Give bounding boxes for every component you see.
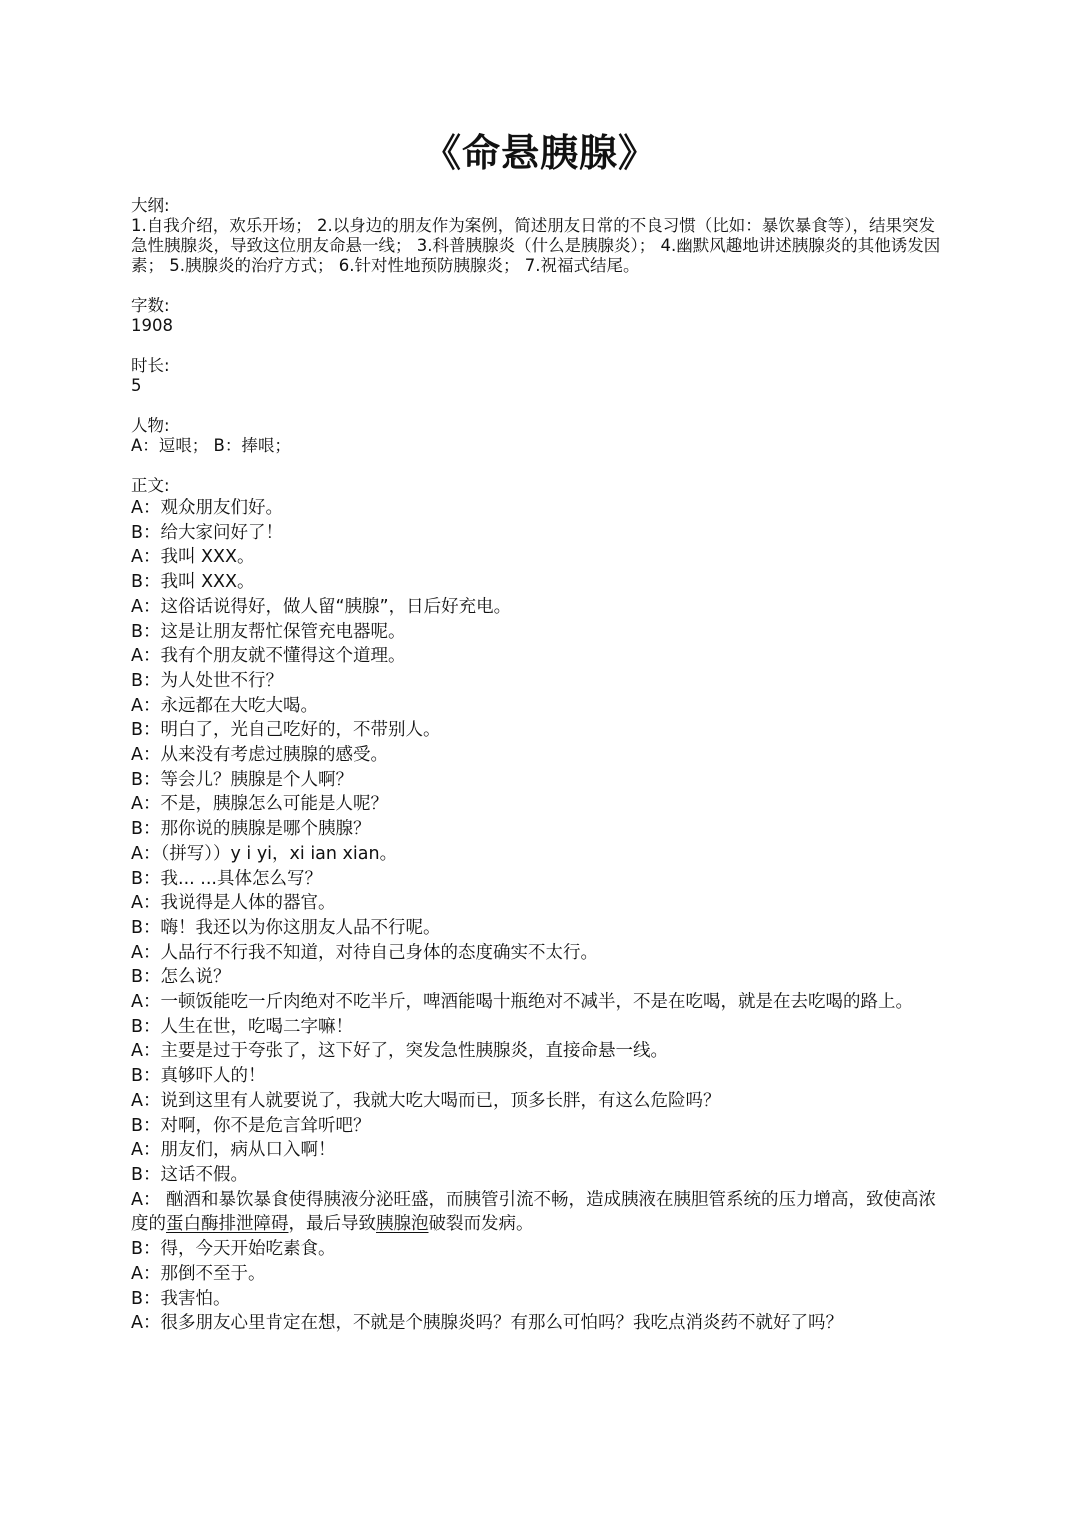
dialogue-line: B：得，今天开始吃素食。 xyxy=(131,1239,336,1260)
dialogue-line: A：永远都在大吃大喝。 xyxy=(131,695,318,716)
dialogue-line: B：这是让朋友帮忙保管充电器呢。 xyxy=(131,621,406,642)
body-section xyxy=(131,476,949,1336)
dialogue-line: A：从来没有考虑过胰腺的感受。 xyxy=(131,745,388,766)
characters-label: 人物: xyxy=(131,416,170,435)
dialogue-line: A：（拼写））y i yi，xi ian xian。 xyxy=(131,843,398,864)
word-count-label: 字数: xyxy=(131,296,170,315)
characters-section xyxy=(131,416,949,456)
dialogue-line: A：观众朋友们好。 xyxy=(131,498,283,518)
dialogue-line: A：很多朋友心里肯定在想，不就是个胰腺炎吗？有那么可怕吗？我吃点消炎药不就好了吗？ xyxy=(131,1313,843,1334)
protease-link[interactable]: 蛋白酶排泄障碍 xyxy=(166,1214,289,1235)
document-content xyxy=(131,196,949,1336)
outline-section xyxy=(131,196,949,276)
word-count-section xyxy=(131,296,949,336)
outline-label: 大纲: xyxy=(131,196,170,215)
dialogue-line: B：嗨！我还以为你这朋友人品不行呢。 xyxy=(131,917,441,938)
characters-value: A：逗哏； B：捧哏； xyxy=(131,436,291,455)
dialogue-line: B：等会儿？胰腺是个人啊？ xyxy=(131,769,354,790)
dialogue-text: ，最后导致 xyxy=(288,1214,376,1235)
dialogue-line: B：真够吓人的！ xyxy=(131,1066,266,1087)
page-title: 《命悬胰腺》 xyxy=(422,131,657,175)
duration-label: 时长: xyxy=(131,356,170,375)
dialogue-text: A： 酗酒和暴饮暴食使得胰液分泌旺盛，而胰管引流不畅，造成胰液在胰胆管系统的压力增高，致使高浓度的 xyxy=(131,1189,937,1235)
dialogue-line: B：明白了，光自己吃好的，不带别人。 xyxy=(131,720,441,741)
dialogue-line: A：我说得是人体的器官。 xyxy=(131,893,336,914)
dialogue-line-with-links xyxy=(131,1188,949,1237)
dialogue-line: B：那你说的胰腺是哪个胰腺？ xyxy=(131,819,371,840)
dialogue-line: A：朋友们，病从口入啊！ xyxy=(131,1140,336,1161)
dialogue-line: B：我叫 XXX。 xyxy=(131,572,255,593)
dialogue-line: A：一顿饭能吃一斤肉绝对不吃半斤，啤酒能喝十瓶绝对不减半，不是在吃喝，就是在去吃喝的路上。 xyxy=(131,992,913,1013)
dialogue-line: B：为人处世不行？ xyxy=(131,670,284,691)
dialogue-line: A：说到这里有人就要说了，我就大吃大喝而已，顶多长胖，有这么危险吗？ xyxy=(131,1090,721,1111)
dialogue-line: B：我... ...具体怎么写？ xyxy=(131,868,322,889)
body-label: 正文: xyxy=(131,476,170,495)
duration-section xyxy=(131,356,949,396)
dialogue-text: 破裂而发病。 xyxy=(428,1214,534,1235)
dialogue-line: A：不是，胰腺怎么可能是人呢？ xyxy=(131,794,388,815)
dialogue-line: B：我害怕。 xyxy=(131,1288,231,1309)
outline-text: 1.自我介绍，欢乐开场； 2.以身边的朋友作为案例，简述朋友日常的不良习惯（比如：暴饮暴食等），结果突发急性胰腺炎，导致这位朋友命悬一线； 3.科普胰腺炎（什么是胰腺炎）； 4.幽默风趣地讲述胰腺炎的其他诱发因素； 5.胰腺炎的治疗方式； 6.针对性地预防胰腺炎； 7.祝福式结尾。 xyxy=(131,216,941,275)
dialogue-line: B：人生在世，吃喝二字嘛！ xyxy=(131,1016,354,1037)
dialogue xyxy=(131,496,949,1336)
dialogue-line: A：这俗话说得好，做人留“胰腺”，日后好充电。 xyxy=(131,596,512,617)
dialogue-line: A：那倒不至于。 xyxy=(131,1263,266,1284)
acinus-link[interactable]: 胰腺泡 xyxy=(376,1214,429,1235)
dialogue-line: A：我有个朋友就不懂得这个道理。 xyxy=(131,646,406,667)
dialogue-line: B：怎么说？ xyxy=(131,967,231,988)
word-count-value: 1908 xyxy=(131,316,173,335)
duration-value: 5 xyxy=(131,376,142,395)
dialogue-line: A：我叫 XXX。 xyxy=(131,547,255,568)
dialogue-line: B：对啊，你不是危言耸听吧？ xyxy=(131,1115,371,1136)
dialogue-line: B：给大家问好了！ xyxy=(131,522,284,543)
dialogue-line: B：这话不假。 xyxy=(131,1164,249,1185)
dialogue-line: A：人品行不行我不知道，对待自己身体的态度确实不太行。 xyxy=(131,942,598,963)
dialogue-line: A：主要是过于夸张了，这下好了，突发急性胰腺炎，直接命悬一线。 xyxy=(131,1041,668,1062)
